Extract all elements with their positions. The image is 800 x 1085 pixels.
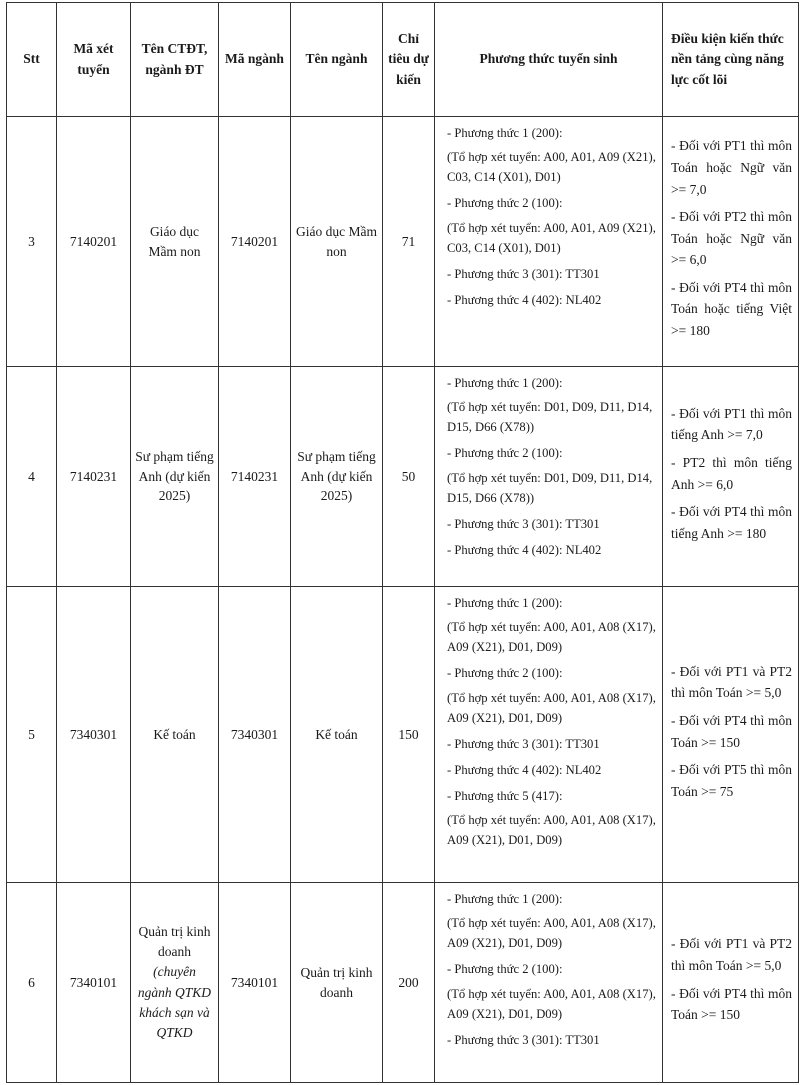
- method-line: - Phương thức 1 (200):: [447, 892, 563, 906]
- method-line: - Phương thức 1 (200):: [447, 596, 563, 610]
- cell-stt: 6: [7, 883, 57, 1083]
- header-ten-ctdt: Tên CTĐT, ngành ĐT: [131, 3, 219, 117]
- cell-stt: 3: [7, 117, 57, 367]
- cell-stt: 4: [7, 367, 57, 587]
- cell-ten-ctdt: Sư phạm tiếng Anh (dự kiến 2025): [131, 367, 219, 587]
- cell-ten-ctdt: Kế toán: [131, 587, 219, 883]
- cell-ten-nganh: Giáo dục Mầm non: [291, 117, 383, 367]
- cell-chi-tieu: 50: [383, 367, 435, 587]
- cell-ten-nganh: Kế toán: [291, 587, 383, 883]
- method-line: - Phương thức 4 (402): NL402: [447, 762, 602, 777]
- method-line: - Phương thức 1 (200):: [447, 376, 563, 390]
- cell-chi-tieu: 150: [383, 587, 435, 883]
- header-ma-xet-tuyen: Mã xét tuyển: [57, 3, 131, 117]
- condition-line: - PT2 thì môn tiếng Anh >= 6,0: [671, 454, 792, 492]
- method-line: (Tổ hợp xét tuyển: A00, A01, A09 (X21), C03, C14 (X01), D01): [447, 220, 656, 255]
- header-stt: Stt: [7, 3, 57, 117]
- cell-ten-nganh: Sư phạm tiếng Anh (dự kiến 2025): [291, 367, 383, 587]
- condition-line: - Đối với PT4 thì môn Toán hoặc tiếng Việt >= 180: [671, 279, 792, 339]
- method-line: (Tổ hợp xét tuyển: D01, D09, D11, D14, D15, D66 (X78)): [447, 400, 653, 435]
- method-line: - Phương thức 2 (100):: [447, 666, 563, 681]
- cell-ten-ctdt: Giáo dục Mầm non: [131, 117, 219, 367]
- header-phuong-thuc: Phương thức tuyển sinh: [435, 3, 663, 117]
- header-chi-tieu: Chỉ tiêu dự kiến: [383, 3, 435, 117]
- header-ma-nganh: Mã ngành: [219, 3, 291, 117]
- method-line: (Tổ hợp xét tuyển: A00, A01, A08 (X17), A09 (X21), D01, D09): [447, 986, 656, 1021]
- program-name: Quản trị kinh doanh: [138, 923, 211, 959]
- cell-conditions: [663, 367, 799, 587]
- method-line: (Tổ hợp xét tuyển: A00, A01, A08 (X17), A09 (X21), D01, D09): [447, 916, 656, 951]
- method-line: - Phương thức 3 (301): TT301: [447, 1032, 600, 1047]
- condition-line: - Đối với PT1 thì môn Toán hoặc Ngữ văn >= 7,0: [671, 138, 792, 197]
- method-line: - Phương thức 4 (402): NL402: [447, 542, 602, 557]
- method-line: (Tổ hợp xét tuyển: D01, D09, D11, D14, D15, D66 (X78)): [447, 470, 653, 505]
- cell-chi-tieu: 71: [383, 117, 435, 367]
- table-row: [7, 883, 799, 1083]
- cell-ten-nganh: Quản trị kinh doanh: [291, 883, 383, 1083]
- table-row: [7, 587, 799, 883]
- cell-ma-xet-tuyen: 7140231: [57, 367, 131, 587]
- method-line: - Phương thức 2 (100):: [447, 962, 563, 977]
- condition-line: - Đối với PT1 và PT2 thì môn Toán >= 5,0: [671, 663, 792, 701]
- cell-ma-nganh: 7140231: [219, 367, 291, 587]
- cell-conditions: [663, 117, 799, 367]
- header-dieu-kien: Điều kiện kiến thức nền tảng cùng năng lực cốt lõi: [663, 3, 799, 117]
- cell-conditions: [663, 883, 799, 1083]
- method-line: - Phương thức 5 (417):: [447, 789, 563, 804]
- condition-line: - Đối với PT4 thì môn tiếng Anh >= 180: [671, 504, 792, 541]
- method-line: - Phương thức 1 (200):: [447, 126, 563, 140]
- cell-ma-nganh: 7340101: [219, 883, 291, 1083]
- cell-ten-ctdt: [131, 883, 219, 1083]
- header-row: [7, 3, 799, 117]
- method-line: (Tổ hợp xét tuyển: A00, A01, A09 (X21), C03, C14 (X01), D01): [447, 150, 656, 185]
- program-specialization: (chuyên ngành QTKD khách sạn và QTKD: [137, 964, 212, 1040]
- condition-line: - Đối với PT1 thì môn tiếng Anh >= 7,0: [671, 405, 792, 443]
- cell-methods: [435, 883, 663, 1083]
- method-line: - Phương thức 3 (301): TT301: [447, 266, 600, 281]
- method-line: - Phương thức 4 (402): NL402: [447, 292, 602, 307]
- condition-line: - Đối với PT1 và PT2 thì môn Toán >= 5,0: [671, 936, 792, 973]
- method-line: - Phương thức 3 (301): TT301: [447, 736, 600, 751]
- method-line: - Phương thức 2 (100):: [447, 196, 563, 211]
- cell-ma-nganh: 7140201: [219, 117, 291, 367]
- table-row: [7, 117, 799, 367]
- condition-line: - Đối với PT4 thì môn Toán >= 150: [671, 712, 792, 750]
- cell-stt: 5: [7, 587, 57, 883]
- condition-line: - Đối với PT4 thì môn Toán >= 150: [671, 985, 792, 1023]
- cell-ma-xet-tuyen: 7340301: [57, 587, 131, 883]
- cell-methods: [435, 367, 663, 587]
- condition-line: - Đối với PT5 thì môn Toán >= 75: [671, 762, 792, 799]
- cell-methods: [435, 587, 663, 883]
- table-row: [7, 367, 799, 587]
- cell-ma-xet-tuyen: 7140201: [57, 117, 131, 367]
- method-line: (Tổ hợp xét tuyển: A00, A01, A08 (X17), A09 (X21), D01, D09): [447, 813, 656, 848]
- method-line: (Tổ hợp xét tuyển: A00, A01, A08 (X17), A09 (X21), D01, D09): [447, 690, 656, 725]
- cell-ma-xet-tuyen: 7340101: [57, 883, 131, 1083]
- method-line: - Phương thức 3 (301): TT301: [447, 516, 600, 531]
- header-ten-nganh: Tên ngành: [291, 3, 383, 117]
- cell-conditions: [663, 587, 799, 883]
- admission-table: [6, 2, 799, 1083]
- cell-methods: [435, 117, 663, 367]
- cell-ma-nganh: 7340301: [219, 587, 291, 883]
- cell-chi-tieu: 200: [383, 883, 435, 1083]
- method-line: (Tổ hợp xét tuyển: A00, A01, A08 (X17), A09 (X21), D01, D09): [447, 620, 656, 655]
- condition-line: - Đối với PT2 thì môn Toán hoặc Ngữ văn >= 6,0: [671, 209, 792, 268]
- method-line: - Phương thức 2 (100):: [447, 446, 563, 461]
